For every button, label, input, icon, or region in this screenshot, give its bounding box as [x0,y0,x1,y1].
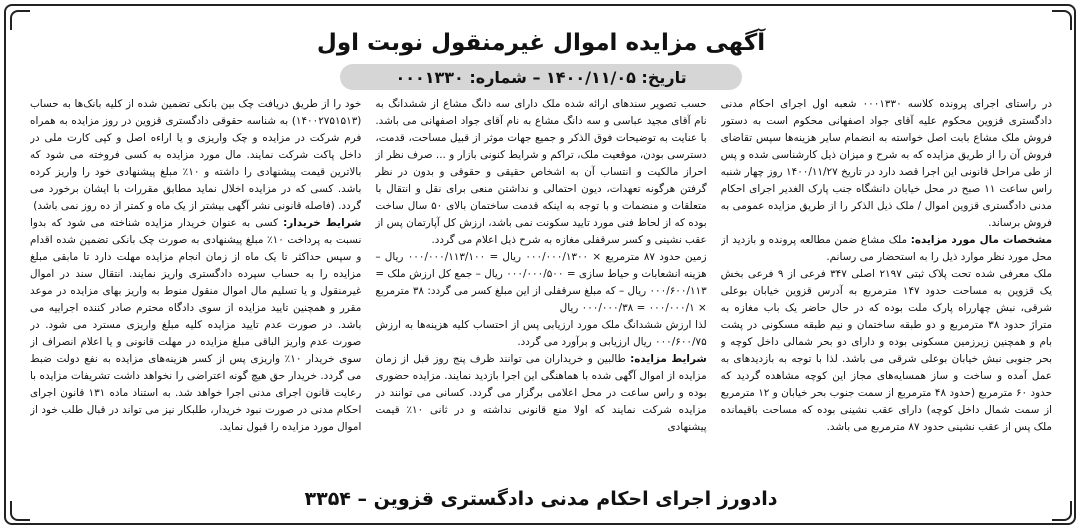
section-heading: مشخصات مال مورد مزایده: [910,234,1052,246]
paragraph [375,351,706,436]
paragraph: لذا ارزش ششدانگ ملک مورد ارزیابی پس از احتساب کلیه هزینه‌ها به ارزش ۰۰۰/۶۰۰/۷۵ ریال ارزیابی و برآورد می گردد. [375,319,707,348]
date-number-banner [340,64,742,90]
column-left [30,96,361,488]
paragraph: ملک معرفی شده تحت پلاک ثبتی ۲۱۹۷ اصلی ۳۴۷ فرعی از ۹ فرعی بخش یک قزوین به مساحت حدود ۱۴۷ مترمربع به آدرس قزوین خیابان بوعلی شرقی، نبش چهارراه پارک ملت بوده که در حال حاضر یک باب مغازه به متراژ حدود ۳۸ مترمربع و دو طبقه ساختمان و نیم طبقه مسکونی در پشت بام و همچنین زیرزمین مسکونی بوده و دارای دو بحر شمالی داخل کوچه و بحر جنوبی نبش خیابان بوعلی شرقی می باشد. لذا با توجه به بازدیدهای به عمل آمده و ساخت و ساز همسایه‌های مجاز این کوچه مشاهده گردید که حدود ۶۰ مترمربع (حدود ۴۸ مترمربع از سمت جنوب بحر خیابان و ۱۲ مترمربع از سمت شمال داخل کوچه) دارای عقب نشینی بوده که مساحت باقیمانده ملک پس از عقب نشینی حدود ۸۷ مترمربع می باشد. [720,268,1052,433]
notice-body [30,96,1052,488]
section-heading: شرایط خریدار: [283,217,362,229]
paragraph-text: کسی به عنوان خریدار مزایده شناخته می شود که بدوا نسبت به پرداخت ۱۰٪ مبلغ پیشنهادی به صورت چک بانکی تضمین شده اقدام و سپس حداکثر تا یک ماه از زمان انجام مزایده مهلت دارد تا مابقی مبلغ مزایده را به حساب سپرده دادگستری واریز نمایند. انتقال سند در اموال غیرمنقول و یا تسلیم مال اموال منقول منوط به واریز بهای مزایده در موعد مقرر و همچنین تایید مزایده از سوی دادگاه محترم صادر کننده اجراییه می باشد. در صورت عدم تایید مزایده کلیه مبلغ واریزی مسترد می شود. در صورت عدم واریز الباقی مبلغ مزایده در مهلت قانونی و یا اعلام انصراف از سوی خریدار ۱۰٪ واریزی پس از کسر هزینه‌های مزایده به نفع دولت ضبط می گردد. خریدار حق هیچ گونه اعتراضی را نخواهد داشت تشریفات مزایده با رعایت قانون اجرای مدنی اجرا خواهد شد. به استناد ماده ۱۳۱ قانون اجرای احکام مدنی در صورت نبود خریدار، طلبکار نیز می تواند در قبال طلب خود از اموال مورد مزایده را قبول نماید. [30,217,362,433]
paragraph: حسب تصویر سندهای ارائه شده ملک دارای سه دانگ مشاع از ششدانگ به نام آقای مجید عباسی و سه دانگ مشاع به نام آقای جواد اصفهانی می باشد. با عنایت به توضیحات فوق الذکر و جمیع جهات موثر از قبیل مساحت، قدمت، دسترسی بودن، موقعیت ملک، تراکم و شرایط کنونی بازار و ... صرف نظر از احراز مالکیت و انتساب آن به اشخاص حقیقی و حقوقی و بدون در نظر گرفتن هرگونه تعهدات، دیون احتمالی و نداشتن منعی برای نقل و انتقال با متعلقات و منضمات و با توجه به اینکه قدمت ساختمان بالای ۵۰ سال ساخت بوده که از لحاظ فنی مورد تایید سکونت نمی باشد، ارزش کل آپارتمان پس از عقب نشینی و کسر سرقفلی مغازه به شرح ذیل اعلام می گردد. [375,98,707,246]
column-middle [375,96,706,488]
paragraph: در راستای اجرای پرونده کلاسه ۰۰۰۱۳۳۰ شعبه اول اجرای احکام مدنی دادگستری قزوین محکوم علیه آقای جواد اصفهانی محکوم است به دستور فروش ملک مشاع بابت اصل خواسته به انضمام سایر هزینه‌ها سپس تقاضای فروش آن را از طریق مزایده که به شرح و میزان ذیل کارشناسی شده و پس از طی مراحل قانونی این اجرا قصد دارد در تاریخ ۱۴۰۰/۱۱/۲۷ روز چهار شنبه راس ساعت ۱۱ صبح در محل خیابان دانشگاه جنب پارک الغدیر اجرای احکام مدنی دادگستری قزوین اموال / ملک ذیل الذکر را از طریق مزایده عمومی به فروش برساند. [720,98,1052,229]
section-heading: شرایط مزایده: [630,353,707,365]
date-number-text: تاریخ: ۱۴۰۰/۱۱/۰۵ – شماره: ۰۰۰۱۳۳۰ [395,67,687,87]
paragraph: زمین حدود ۸۷ مترمربع × ۰۰۰/۰۰۰/۱۳۰۰ ریال = ۰۰۰/۰۰۰/۱۱۳/۱۰۰ ریال – هزینه انشعابات و حیاط سازی = ۰۰۰/۰۰۰/۵۰۰ ریال – جمع کل ارزش ملک = ۰۰۰/۶۰۰/۱۱۳ ریال – که مبلغ سرقفلی از این مبلغ کسر می گردد: ۳۸ مترمربع × ۰۰۰/۰۰۰/۱ = ۰۰۰/۰۰۰/۳۸ ریال [375,251,707,314]
column-right [721,96,1052,488]
paragraph-text: ملک مشاع ضمن مطالعه پرونده و بازدید از محل مورد نظر موارد ذیل را به استحضار می رسانم. [720,234,1052,263]
paragraph: خود را از طریق دریافت چک بین بانکی تضمین شده از کلیه بانک‌ها به حساب (۱۴۰۰۲۷۵۱۵۱۳) به شناسه حقوقی دادگستری قزوین در روز مزایده به همراه فرم شرکت در مزایده و چک واریزی و یا اراءه اصل و کپی کارت ملی در داخل پاکت شرکت نمایند. مال مورد مزایده به کسی فروخته می شود که بالاترین قیمت پیشنهادی را داشته و ۱۰٪ مبلغ پیشنهادی خود را واریز کرده باشد. کسی که در مزایده اخلال نماید مطابق مقررات با ایشان برخورد می گردد. (فاصله قانونی نشر آگهی بیشتر از یک ماه و کمتر از ده روز نمی باشد) [30,98,362,212]
notice-title: آگهی مزایده اموال غیرمنقول نوبت اول [316,30,766,56]
frame-corner-ornament [10,10,30,30]
paragraph [30,215,361,436]
frame-corner-ornament [1052,10,1072,30]
paragraph-text: طالبین و خریداران می توانند ظرف پنج روز قبل از زمان مزایده از اموال آگهی شده با هماهنگی این اجرا بازدید نمایند. مزایده حضوری بوده و راس ساعت در محل اعلامی برگزار می گردد. کسانی می توانند در مزایده شرکت نمایند که اولا منع قانونی نداشته و در ثانی ۱۰٪ قیمت پیشنهادی [375,353,707,433]
signature-line: دادورز اجرای احکام مدنی دادگستری قزوین – ۳۳۵۴ [304,488,778,510]
paragraph [721,232,1052,266]
